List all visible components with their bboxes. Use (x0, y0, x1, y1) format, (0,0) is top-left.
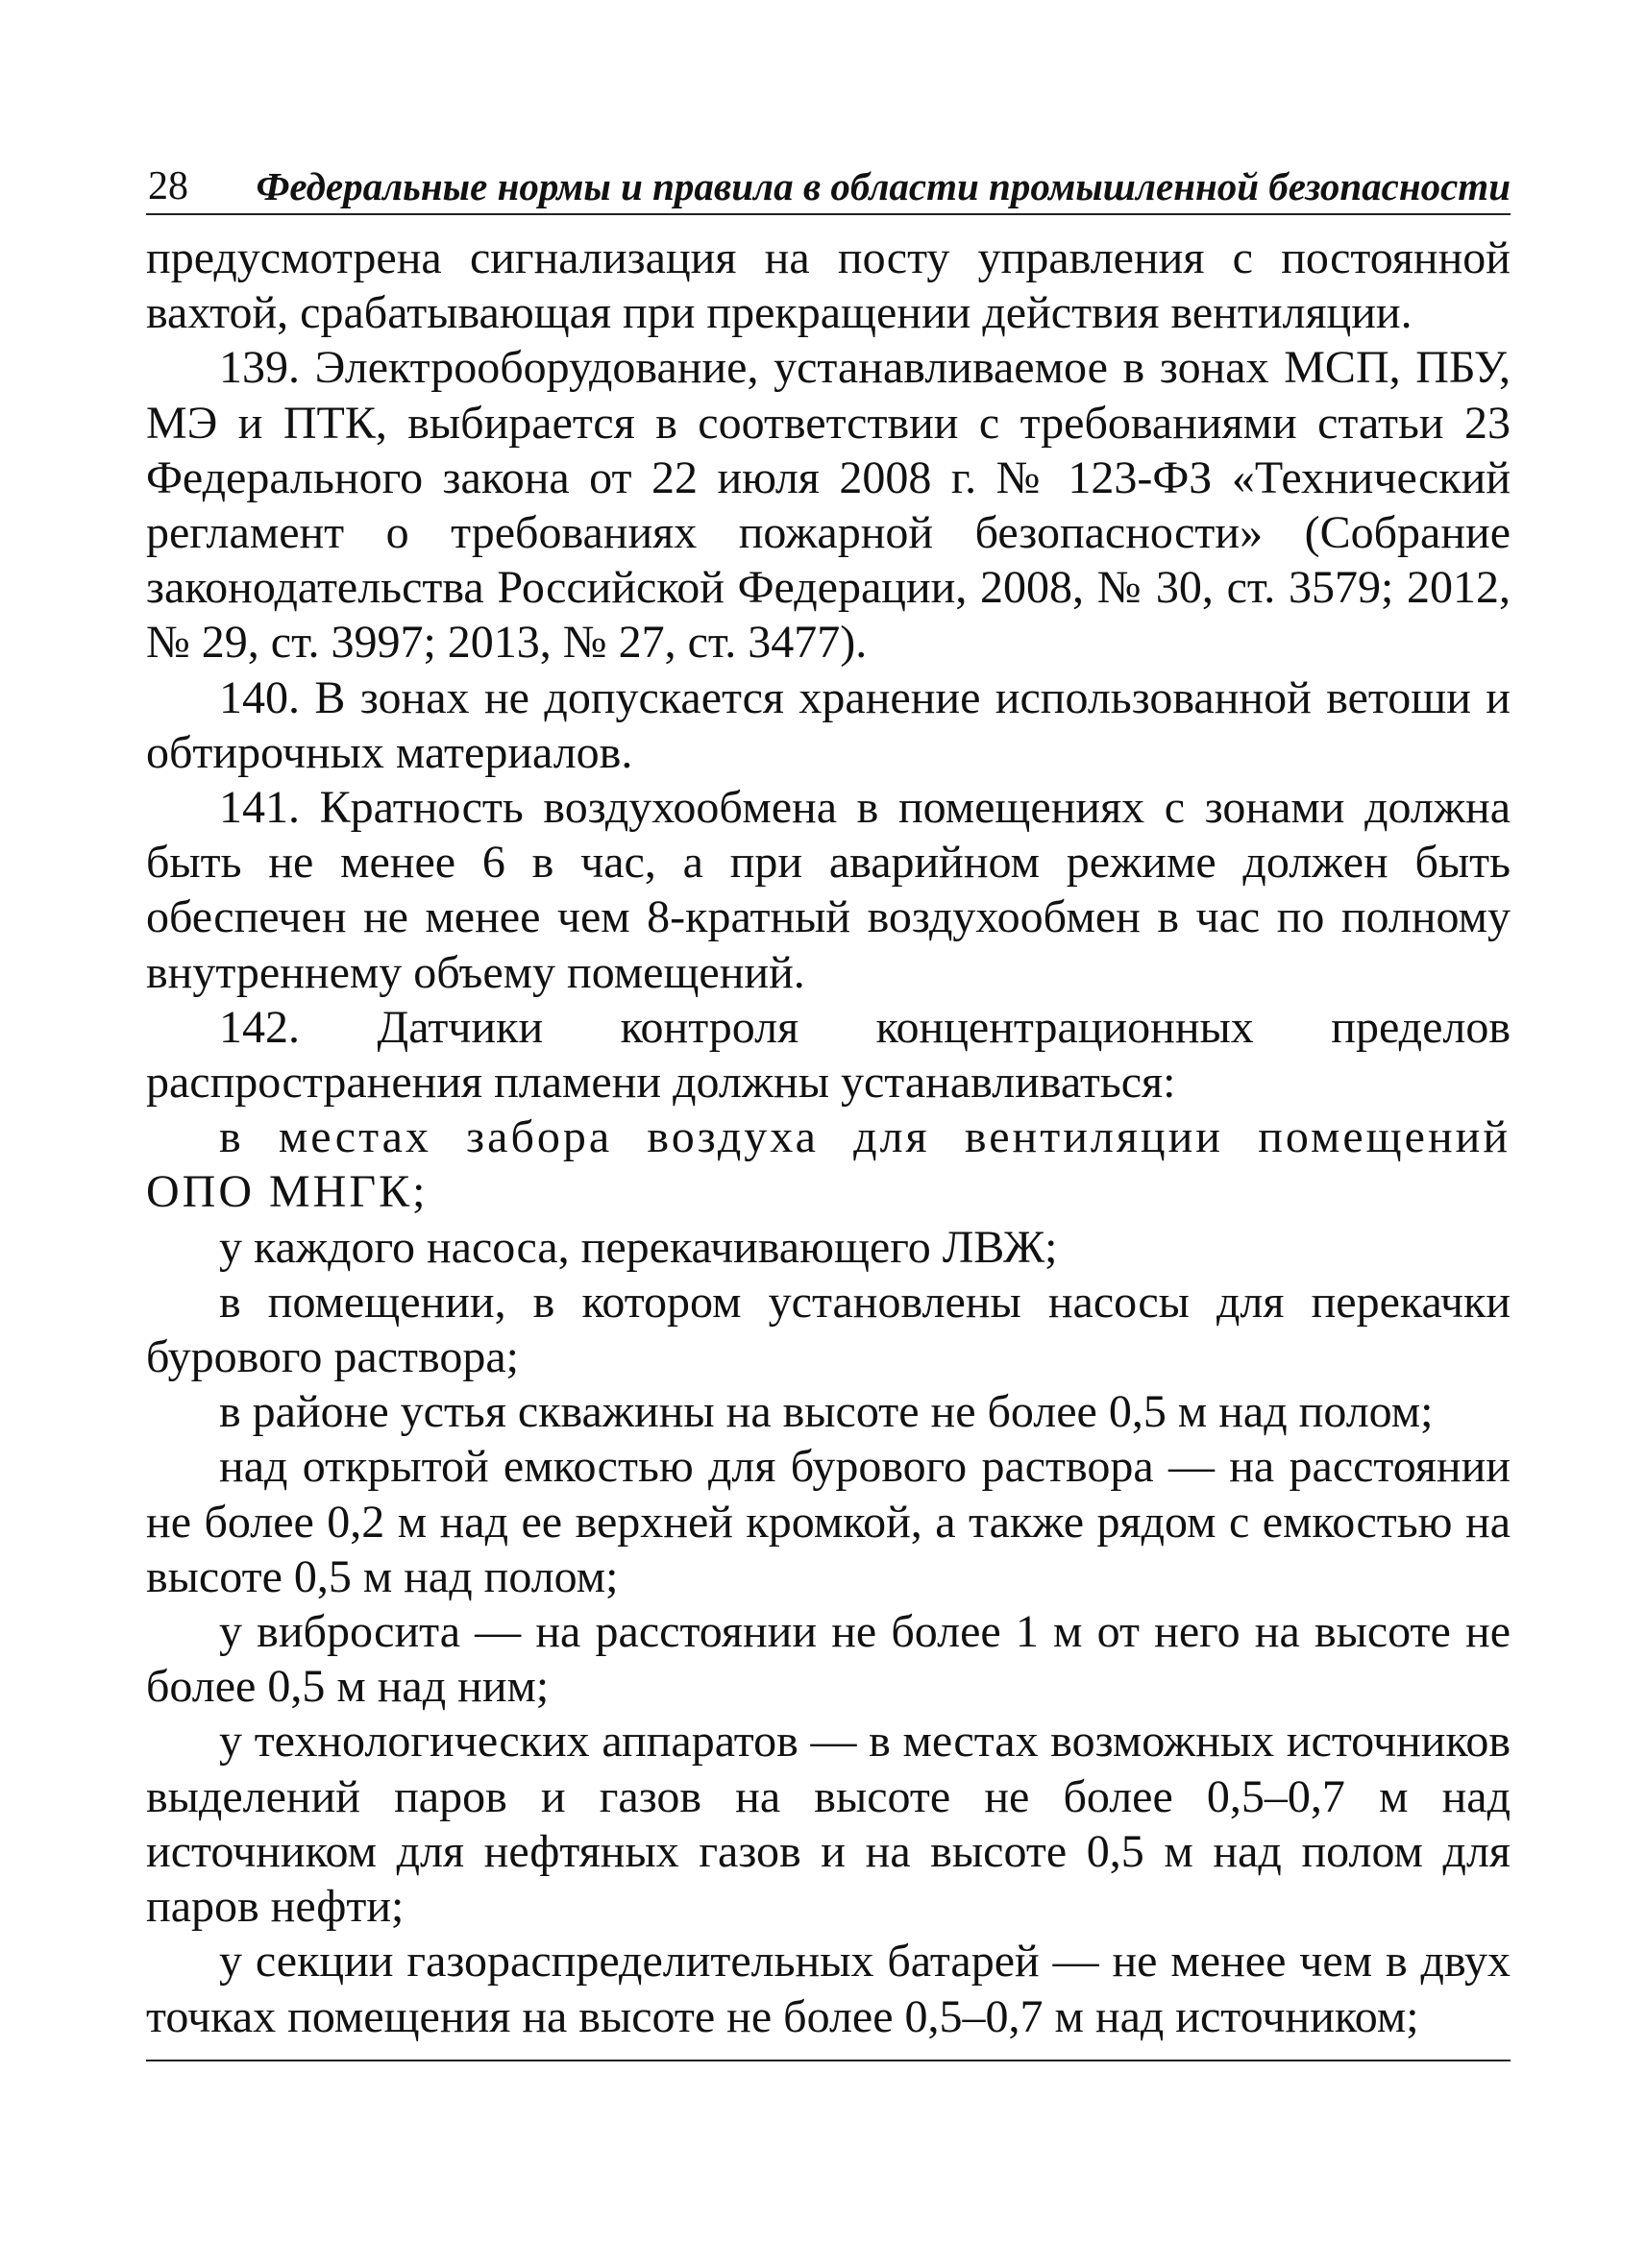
list-item-air-intake: в местах забора воздуха для вентиляции помещений ОПО МНГК; (146, 1111, 1511, 1218)
running-header (146, 144, 1511, 215)
document-page (146, 144, 1511, 2061)
list-item-pump: у каждого насоса, перекачивающего ЛВЖ; (219, 1221, 1058, 1273)
running-title: Федеральные нормы и правила в области промышленной безопасности (256, 164, 1511, 208)
list-item-open-tank: над открытой емкостью для бурового раствора — на расстоянии не более 0,2 м над ее верхней кромкой, а также рядом с емкостью на высоте 0,5 м над полом; (146, 1441, 1511, 1602)
list-item-pump-room: в помещении, в котором установлены насосы для перекачки бурового раствора; (146, 1276, 1511, 1383)
list-item-shale-shaker: у вибросита — на расстоянии не более 1 м от него на высоте не более 0,5 м над ним; (146, 1606, 1511, 1713)
list-item-wellhead: в районе устья скважины на высоте не более 0,5 м над полом; (219, 1386, 1434, 1438)
page-number: 28 (148, 164, 188, 208)
paragraph-continuation: предусмотрена сигнализация на посту управления с постоянной вахтой, срабатывающая при прекращении действия вентиляции. (146, 232, 1511, 339)
list-item-process-apparatus: у технологических аппаратов — в местах возможных источников выделений паров и газов на высоте не более 0,5–0,7 м над источником для нефтяных газов и на высоте 0,5 м над полом для паров нефти; (146, 1716, 1511, 1933)
list-item-gas-battery: у секции газораспределительных батарей — не менее чем в двух точках помещения на высоте не более 0,5–0,7 м над источником; (146, 1936, 1511, 2042)
paragraph-140: 140. В зонах не допускается хранение использованной ветоши и обтирочных материалов. (146, 671, 1511, 778)
body-text (146, 231, 1511, 2044)
paragraph-141: 141. Кратность воздухообмена в помещениях с зонами должна быть не менее 6 в час, а при аварийном режиме должен быть обеспечен не менее чем 8-кратный воздухообмен в час по полному внутреннему объему помещений. (146, 782, 1511, 998)
paragraph-142: 142. Датчики контроля концентрационных пределов распространения пламени должны устанавливаться: (146, 1001, 1511, 1109)
bottom-rule (146, 2060, 1511, 2061)
paragraph-139: 139. Электрооборудование, устанавливаемое в зонах МСП, ПБУ, МЭ и ПТК, выбирается в соответствии с требованиями статьи 23 Федерального закона от 22 июля 2008 г. № 123-ФЗ «Технический регламент о требованиях пожарной безопасности» (Собрание законодательства Российской Федерации, 2008, № 30, ст. 3579; 2012, № 29, ст. 3997; 2013, № 27, ст. 3477). (146, 342, 1511, 669)
